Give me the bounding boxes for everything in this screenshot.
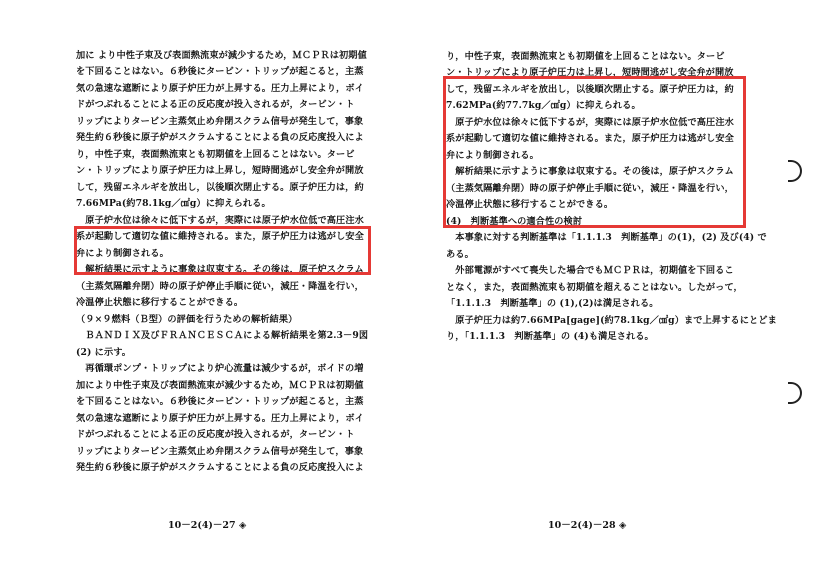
right-text-line: ある。 <box>446 248 474 260</box>
left-text-line: 7.66MPa(約78.1kg／㎠g）に抑えられる。 <box>76 198 271 210</box>
right-text-line: 原子炉圧力は約7.66MPa[gage](約78.1kg／㎠g）まで上昇するにとどま <box>446 314 777 326</box>
left-text-line: 加により中性子束及び表面熱流束が減少するため，ＭＣＰＲは初期値 <box>76 379 364 391</box>
left-text-line: 加に より中性子束及び表面熱流束が減少するため，ＭＣＰＲは初期値 <box>76 50 367 61</box>
left-text-line: リップによりタービン主蒸気止め弁閉スクラム信号が発生して，事象 <box>76 445 364 457</box>
left-text-line: 再循環ポンプ・トリップにより炉心流量は減少するが，ボイドの増 <box>76 363 364 375</box>
binding-hole-bottom <box>788 382 802 404</box>
highlight-box-left <box>74 226 371 275</box>
left-text-line: を下回ることはない。６秒後にタービン・トリップが起こると，主蒸 <box>76 396 364 408</box>
left-text-line: ン・トリップにより原子炉圧力は上昇し，短時間逃がし安全弁が開放 <box>76 165 364 177</box>
right-text-line: ン・トリップにより原子炉圧力は上昇し，短時間逃がし安全弁が開放 <box>446 67 734 79</box>
right-text-line: となく，また，表面熱流束も初期値を超えることはない。したがって， <box>446 281 743 293</box>
right-text-line: 「1.1.1.3 判断基準」の (1),(2)は満足される。 <box>446 298 659 310</box>
right-text-line: 外部電源がすべて喪失した場合でもＭＣＰＲは，初期値を下回るこ <box>446 265 734 277</box>
right-text-line: り，中性子束，表面熱流束とも初期値を上回ることはない。タービ <box>446 51 725 62</box>
left-text-line: ドがつぶれることによる正の反応度が投入されるが，タービン・ト <box>76 429 355 441</box>
left-text-line: して，残留エネルギを放出し，以後順次閉止する。原子炉圧力は，約 <box>76 181 364 193</box>
right-page <box>410 0 820 574</box>
right-text-line: 解析結果に示すように事象は収束する。その後は，原子炉スクラム <box>446 166 734 178</box>
left-text-line: ＢＡＮＤＩＸ及びＦＲＡＮＣＥＳＣＡによる解析結果を第2.3－9図 <box>76 330 369 342</box>
left-text-line: 弁により制御される。 <box>76 247 169 259</box>
right-text-line: 7.62MPa(約77.7kg／㎠g）に抑えられる。 <box>446 100 641 112</box>
left-text-line: 冷温停止状態に移行することができる。 <box>76 297 244 309</box>
left-text-line: 系が起動して適切な値に維持される。また，原子炉圧力は逃がし安全 <box>76 231 364 243</box>
left-text-line: （９×９燃料（Ｂ型）の評価を行うための解析結果） <box>76 313 298 325</box>
right-text-line: 原子炉水位は徐々に低下するが，実際には原子炉水位低で高圧注水 <box>446 116 734 128</box>
left-text-line: 発生約６秒後に原子炉がスクラムすることによる負の反応度投入によ <box>76 132 364 144</box>
right-text-line: して，残留エネルギを放出し，以後順次閉止する。原子炉圧力は，約 <box>446 83 734 95</box>
binding-hole-top <box>788 160 802 182</box>
left-text-line: 気の急速な遮断により原子炉圧力が上昇する。圧力上昇により，ボイ <box>76 412 364 424</box>
highlight-box-right <box>443 76 746 228</box>
page-footer-right: 10－2(4)－28 ◈ <box>548 520 627 531</box>
left-text-line: 気の急速な遮断により原子炉圧力が上昇する。圧力上昇により，ボイ <box>76 82 364 94</box>
page-footer-left: 10－2(4)－27 ◈ <box>168 520 247 531</box>
right-text-line: 系が起動して適切な値に維持される。また，原子炉圧力は逃がし安全 <box>446 133 734 145</box>
left-text-line: 解析結果に示すように事象は収束する。その後は，原子炉スクラム <box>76 264 364 276</box>
left-text-line: （主蒸気隔離弁閉）時の原子炉停止手順に従い，減圧・降温を行い， <box>76 280 364 292</box>
left-text-line: り，中性子束，表面熱流束とも初期値を上回ることはない。タービ <box>76 148 355 160</box>
left-text-line: 発生約６秒後に原子炉がスクラムすることによる負の反応度投入によ <box>76 462 364 473</box>
right-text-line: 本事象に対する判断基準は「1.1.1.3 判断基準」の(1)，(2) 及び(4) で <box>446 232 767 244</box>
left-text-line: を下回ることはない。６秒後にタービン・トリップが起こると，主蒸 <box>76 66 364 78</box>
right-text-line: (4) 判断基準への適合性の検討 <box>446 215 583 227</box>
right-text-line: 冷温停止状態に移行することができる。 <box>446 199 614 211</box>
right-text-line: り，「1.1.1.3 判断基準」の (4)も満足される。 <box>446 331 654 343</box>
left-text-line: ドがつぶれることによる正の反応度が投入されるが，タービン・ト <box>76 99 355 111</box>
right-text-line: 弁により制御される。 <box>446 149 539 161</box>
left-text-line: 原子炉水位は徐々に低下するが，実際には原子炉水位低で高圧注水 <box>76 214 364 226</box>
right-text-line: （主蒸気隔離弁閉）時の原子炉停止手順に従い，減圧・降温を行い， <box>446 182 734 194</box>
left-text-line: (2) に示す。 <box>76 346 132 358</box>
left-text-line: リップによりタービン主蒸気止め弁閉スクラム信号が発生して，事象 <box>76 115 364 127</box>
